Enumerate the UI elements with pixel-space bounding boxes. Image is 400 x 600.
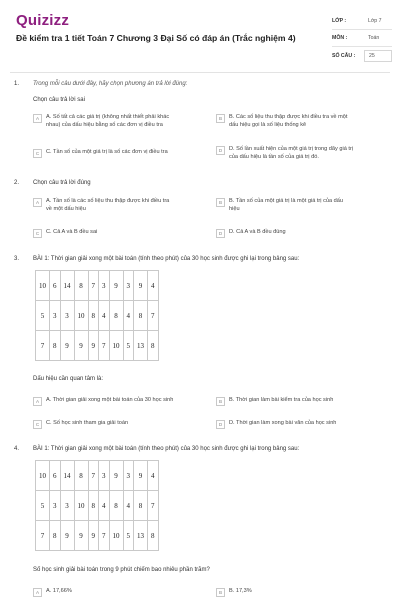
answer-option-b[interactable] [216,396,394,406]
worksheet-header [0,0,400,68]
option-text-line: B. Các số liệu thu thập được khi điều tra về một [229,114,348,120]
answer-option-d[interactable] [216,228,394,238]
answer-option-c[interactable] [33,228,213,238]
table-cell: 14 [60,271,74,301]
option-text: A. Thời gian giải xong một bài toán của 30 học sinh [46,397,174,403]
table-cell: 6 [50,461,61,491]
table-row [36,521,159,551]
option-letter: A [33,114,42,123]
answer-option-a[interactable] [33,396,213,406]
question-sub-prompt: Số học sinh giải bài toán trong 9 phút chiếm bao nhiêu phần trăm? [33,567,210,573]
option-text-line: dấu hiệu gọi là số liệu thống kê [229,122,307,128]
data-table [35,460,159,551]
answer-option-b[interactable] [216,587,394,597]
table-cell: 3 [50,491,61,521]
table-cell: 8 [134,301,148,331]
table-cell: 14 [60,461,74,491]
answer-option-a[interactable] [33,113,213,129]
question-prompt: BÀI 1: Thời gian giải xong một bài toán (tính theo phút) của 30 học sinh được ghi lại trong bảng sau: [33,256,300,262]
table-cell: 9 [109,461,123,491]
table-cell: 4 [123,491,134,521]
table-row [36,461,159,491]
option-text [229,145,353,161]
table-cell: 5 [123,331,134,361]
table-cell: 7 [36,331,50,361]
table-cell: 3 [123,461,134,491]
option-text-line: D. Số lần xuất hiện của một giá trị trong dãy giá trị [229,146,354,152]
table-cell: 5 [36,491,50,521]
table-cell: 9 [109,271,123,301]
table-cell: 8 [148,521,159,551]
table-cell: 8 [74,461,88,491]
table-cell: 6 [50,271,61,301]
option-text [46,113,169,129]
option-letter: A [33,198,42,207]
table-cell: 7 [99,521,110,551]
option-letter: D [216,146,225,155]
table-cell: 8 [109,301,123,331]
table-cell: 8 [134,491,148,521]
option-letter: B [216,397,225,406]
answer-option-b[interactable] [216,113,394,129]
answer-option-a[interactable] [33,197,213,213]
option-letter: A [33,397,42,406]
table-cell: 5 [123,521,134,551]
option-text-line: về một dấu hiệu [46,206,86,212]
meta-row-subject [332,30,392,47]
option-text: D. Cả A và B đều đúng [229,229,286,235]
option-text: C. Tần số của một giá trị là số các đơn vị điều tra [46,149,168,155]
option-text: D. Thời gian làm xong bài văn của học sinh [229,420,337,426]
question-prompt: BÀI 1: Thời gian giải xong một bài toán (tính theo phút) của 30 học sinh được ghi lại trong bảng sau: [33,446,300,452]
option-letter: C [33,229,42,238]
question-number: 3. [14,256,20,262]
option-letter: C [33,420,42,429]
table-cell: 5 [36,301,50,331]
table-cell: 3 [123,271,134,301]
option-text-line: A. Số tất cả các giá trị (không nhất thiết phải khác [46,114,170,120]
table-cell: 3 [50,301,61,331]
table-cell: 8 [148,331,159,361]
option-text-line: A. Tần số là các số liệu thu thập được khi điều tra [46,198,170,204]
table-cell: 13 [134,331,148,361]
data-table [35,270,159,361]
table-cell: 9 [88,331,99,361]
table-cell: 8 [88,491,99,521]
question-prompt: Chọn câu trả lời đúng [33,180,91,186]
table-cell: 4 [99,491,110,521]
option-text-line: B. Tần số của một giá trị là một giá trị của dấu [229,198,344,204]
answer-option-c[interactable] [33,419,213,429]
answer-option-d[interactable] [216,419,394,429]
table-cell: 3 [99,271,110,301]
meta-row-question-count [332,47,392,64]
question-sub-prompt: Dấu hiệu cần quan tâm là: [33,376,104,382]
meta-value: Toán [368,35,380,41]
question-number: 4. [14,446,20,452]
table-cell: 4 [148,461,159,491]
table-cell: 9 [88,521,99,551]
table-cell: 10 [36,271,50,301]
option-text: A. 17,66% [46,588,72,594]
question-instruction: Trong mỗi câu dưới đây, hãy chọn phương án trả lời đúng: [33,81,188,87]
table-cell: 9 [134,271,148,301]
table-cell: 3 [60,301,74,331]
table-cell: 10 [109,331,123,361]
table-cell: 10 [36,461,50,491]
option-text [229,197,343,213]
meta-row-class [332,13,392,30]
option-text: B. Thời gian làm bài kiểm tra của học sinh [229,397,334,403]
table-cell: 10 [74,301,88,331]
table-cell: 3 [99,461,110,491]
table-cell: 9 [74,521,88,551]
table-cell: 9 [60,521,74,551]
option-text [229,113,347,129]
meta-label: LỚP : [332,18,347,24]
meta-label: SỐ CÂU : [332,52,356,59]
table-cell: 7 [99,331,110,361]
option-text: B. 17,3% [229,588,252,594]
table-row [36,271,159,301]
table-cell: 7 [148,301,159,331]
question-number: 2. [14,180,20,186]
table-cell: 10 [109,521,123,551]
table-cell: 8 [50,331,61,361]
table-cell: 10 [74,491,88,521]
option-text-line: nhau) của dấu hiệu bằng số các đơn vị điều tra [46,122,163,128]
option-text: C. Số học sinh tham gia giải toán [46,420,129,426]
question-number: 1. [14,81,20,87]
question-prompt: Chọn câu trả lời sai [33,97,85,103]
meta-value: 25 [364,50,392,62]
header-divider [10,72,390,73]
option-letter: D [216,420,225,429]
table-cell: 8 [109,491,123,521]
answer-option-b[interactable] [216,197,394,213]
table-cell: 7 [88,461,99,491]
worksheet-meta [332,13,392,64]
table-row [36,331,159,361]
table-row [36,491,159,521]
option-letter: D [216,229,225,238]
option-letter: B [216,198,225,207]
table-cell: 7 [88,271,99,301]
answer-option-c[interactable] [33,148,213,158]
option-letter: B [216,588,225,597]
quizizz-logo: Quizizz [16,12,70,29]
meta-label: MÔN : [332,35,348,41]
answer-option-d[interactable] [216,145,394,161]
table-cell: 9 [134,461,148,491]
table-cell: 4 [99,301,110,331]
option-letter: B [216,114,225,123]
table-cell: 4 [148,271,159,301]
option-text-line: của dấu hiệu là tần số của giá trị đó. [229,154,319,160]
option-letter: C [33,149,42,158]
table-cell: 9 [74,331,88,361]
table-row [36,301,159,331]
table-cell: 7 [148,491,159,521]
option-text-line: hiệu [229,206,240,212]
table-cell: 8 [74,271,88,301]
table-cell: 7 [36,521,50,551]
worksheet-title: Đề kiểm tra 1 tiết Toán 7 Chương 3 Đại Số có đáp án (Trắc nghiệm 4) [16,33,296,43]
table-cell: 3 [60,491,74,521]
table-cell: 4 [123,301,134,331]
table-cell: 8 [50,521,61,551]
meta-value: Lớp 7 [368,18,382,24]
table-cell: 8 [88,301,99,331]
option-text: C. Cả A và B đều sai [46,229,98,235]
table-cell: 9 [60,331,74,361]
table-cell: 13 [134,521,148,551]
option-text [46,197,169,213]
option-letter: A [33,588,42,597]
answer-option-a[interactable] [33,587,213,597]
